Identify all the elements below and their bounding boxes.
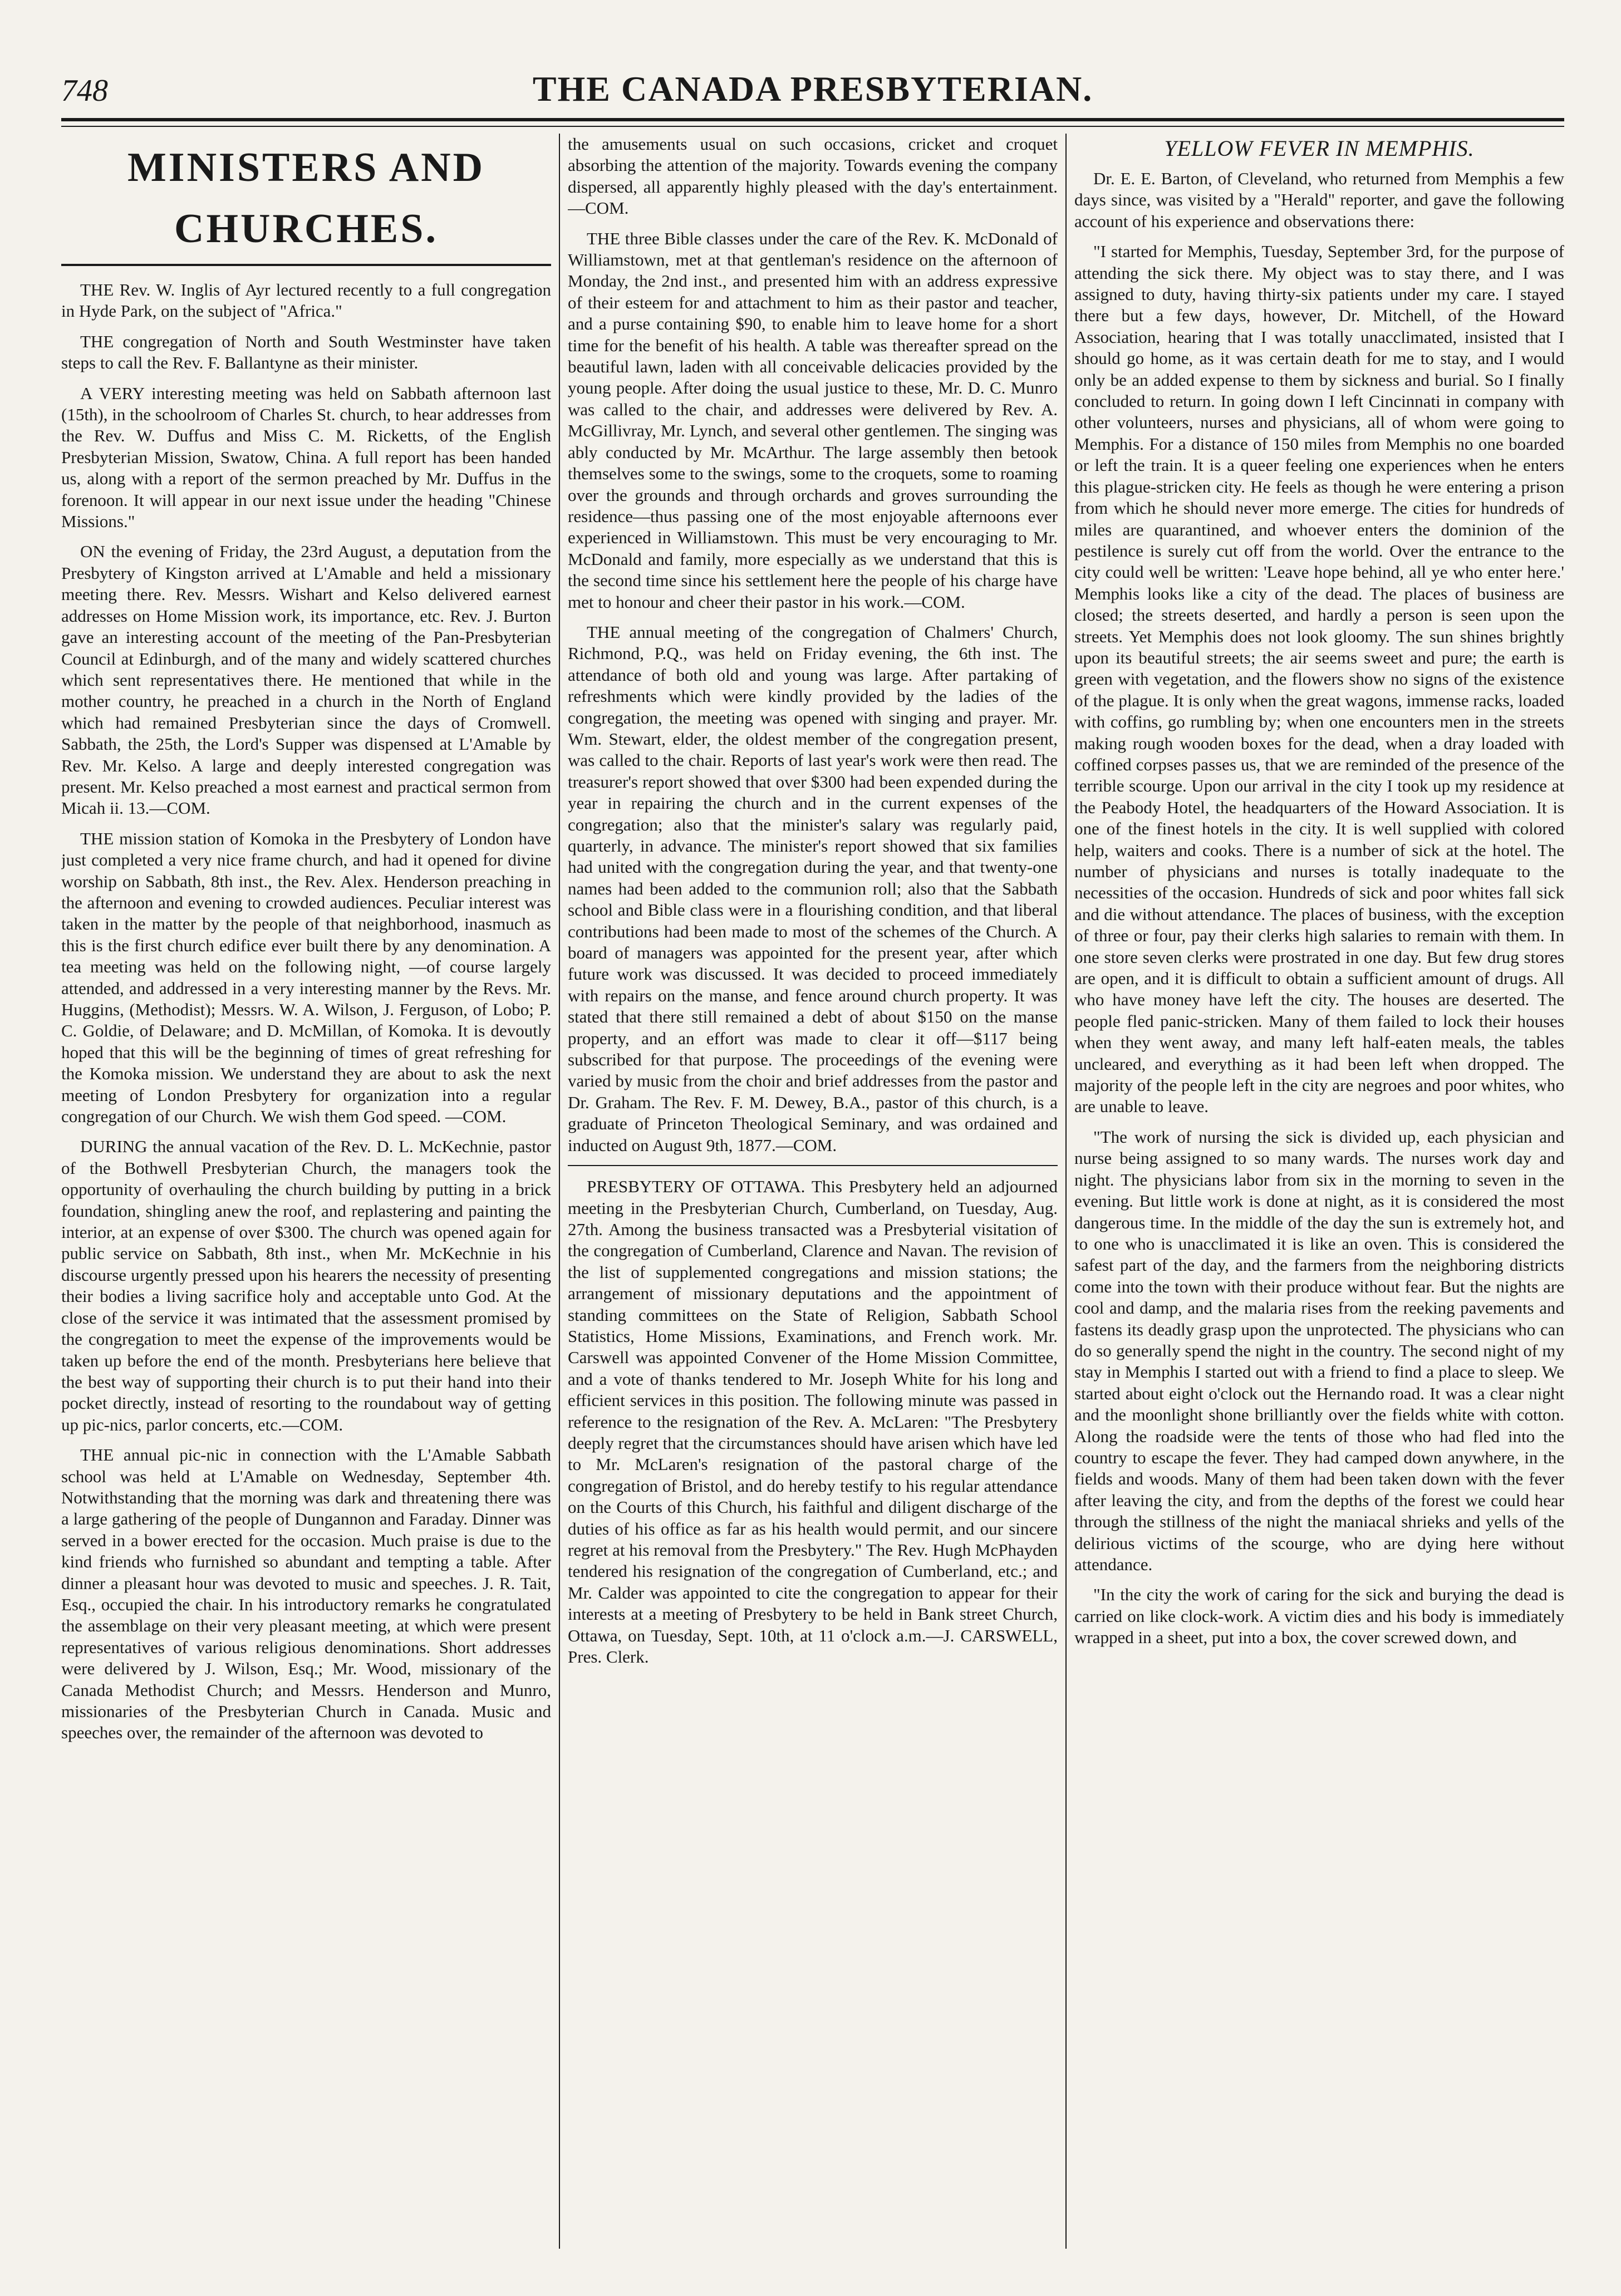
column-1 <box>61 134 551 2254</box>
column-divider <box>559 134 560 2249</box>
article-paragraph: THE annual meeting of the congregation of Chalmers' Church, Richmond, P.Q., was held on Friday evening, the 6th inst. The attendance of both old and young was large. After partaking of refreshments which were kindly provided by the ladies of the congregation, the meeting was opened with singing and prayer. Mr. Wm. Stewart, elder, the oldest member of the congregation present, was called to the chair. Reports of last year's work were then read. The treasurer's report showed that over $300 had been expended during the year in repairing the church and in the current expenses of the congregation; also that the minister's salary was regularly paid, quarterly, in advance. The minister's report showed that six families had united with the congregation during the year, and that twenty-one names had been added to the communion roll; also that the Sabbath school and Bible class were in a flourishing condition, and that liberal contributions had been made to most of the schemes of the Church. A board of managers was appointed for the present year, after which future work was discussed. It was decided to proceed immediately with repairs on the manse, and fence around church property. It was stated that there still remained a debt of about $150 on the manse property, and an effort was made to clear it off—$117 being subscribed for that purpose. The proceedings of the evening were varied by music from the choir and brief addresses from the pastor and Dr. Graham. The Rev. F. M. Dewey, B.A., pastor of this church, is a graduate of Princeton Theological Seminary, and was ordained and inducted on August 9th, 1877.—COM. <box>568 622 1058 1155</box>
section-title: MINISTERS AND CHURCHES. <box>127 145 485 252</box>
article-paragraph: THE mission station of Komoka in the Presbytery of London have just completed a very nice frame church, and had it opened for divine worship on Sabbath, 8th inst., the Rev. Alex. Henderson preaching in the afternoon and evening to crowded audiences. Peculiar interest was taken in the matter by the people of that neighborhood, inasmuch as this is the first church edifice ever built there by any denomination. A tea meeting was held on the following night, —of course largely attended, and addressed in a very interesting manner by the Revs. Mr. Huggins, (Methodist); Messrs. W. A. Wilson, J. Ferguson, of Lobo; P. C. Goldie, of Delaware; and D. McMillan, of Komoka. It is devoutly hoped that this will be the beginning of times of great refreshing for the Komoka mission. We understand they are about to ask the next meeting of London Presbytery for organization into a regular congregation of our Church. We wish them God speed. —COM. <box>61 828 551 1127</box>
article-paragraph: Dr. E. E. Barton, of Cleveland, who returned from Memphis a few days since, was visited by a "Herald" reporter, and gave the following account of his experience and observations there: <box>1074 169 1564 231</box>
article-paragraph: THE Rev. W. Inglis of Ayr lectured recently to a full congregation in Hyde Park, on the subject of "Africa." <box>61 280 551 321</box>
article-paragraph: PRESBYTERY OF OTTAWA. This Presbytery held an adjourned meeting in the Presbyterian Church, Cumberland, on Tuesday, Aug. 27th. Among the business transacted was a Presbyterial visitation of the congregation of Cumberland, Clarence and Navan. The revision of the list of supplemented congregations and mission stations; the arrangement of missionary deputations and the appointment of standing committees on the State of Religion, Sabbath School Statistics, Home Missions, Examinations, and French work. Mr. Carswell was appointed Convener of the Home Mission Committee, and a vote of thanks tendered to Mr. Joseph White for his long and efficient services in this position. The following minute was passed in reference to the resignation of the Rev. A. McLaren: "The Presbytery deeply regret that the circumstances should have arisen which have led to Mr. McLaren's resignation of the pastoral charge of the congregation of Bristol, and do hereby testify to his regular attendance on the Courts of this Church, his faithful and diligent discharge of the duties of his office as far as his health would permit, and our sincere regret at his removal from the Presbytery." The Rev. Hugh McPhayden tendered his resignation of the congregation of Cumberland, etc.; and Mr. Calder was appointed to cite the congregation to appear for their interests at a meeting of Presbytery to be held in Bank street Church, Ottawa, on Tuesday, Sept. 10th, at 11 o'clock a.m.—J. CARSWELL, Pres. Clerk. <box>568 1177 1058 1667</box>
article-title: YELLOW FEVER IN MEMPHIS. <box>1164 136 1475 161</box>
article-paragraph: "The work of nursing the sick is divided up, each physician and nurse being assigned to so many wards. The nurses work day and night. The physicians labor from six in the morning to seven in the evening. But little work is done at night, as it is considered the most dangerous time. In the middle of the day the sun is extremely hot, and to one who is unacclimated it is like an oven. This is considered the safest part of the day, and the farmers from the neighboring districts come into the town with their produce without fear. But the nights are cool and damp, and the malaria rises from the reeking pavements and fastens its deadly grasp upon the unprotected. The physicians who can do so generally spend the night in the country. The second night of my stay in Memphis I started out with a friend to find a place to sleep. We started about eight o'clock out the Hernando road. It was a clear night and the moonlight shone brilliantly over the fields white with cotton. Along the roadside were the tents of those who had fled into the country to escape the fever. They had camped down anywhere, in the fields and woods. Many of them had been taken down with the fever after leaving the city, and from the depths of the forest we could hear through the stillness of the night the maniacal shrieks and yells of the delirious victims of the scourge, who are dying here without attendance. <box>1074 1127 1564 1574</box>
article-paragraph: THE three Bible classes under the care of the Rev. K. McDonald of Williamstown, met at that gentleman's residence on the afternoon of Monday, the 2nd inst., and presented him with an address expressive of their esteem for and attachment to him as their pastor and teacher, and a purse containing $90, to enable him to leave home for a short time for the benefit of his health. A table was thereafter spread on the beautiful lawn, laden with all conceivable delicacies provided by the young people. After doing the usual justice to these, Mr. D. C. Munro was called to the chair, and addresses were delivered by Rev. A. McGillivray, Mr. Lynch, and several other gentlemen. The singing was ably conducted by Mr. McArthur. The large assembly then betook themselves some to the swings, some to the croquets, some to roaming over the grounds and through orchards and groves surrounding the residence—thus passing one of the most enjoyable afternoons ever experienced in Williamstown. This must be very encouraging to Mr. McDonald and family, more especially as we understand that this is the second time since his settlement here the people of his charge have met to honour and cheer their pastor in his work.—COM. <box>568 228 1058 612</box>
article-paragraph: THE annual pic-nic in connection with the L'Amable Sabbath school was held at L'Amable on Wednesday, September 4th. Notwithstanding that the morning was dark and threatening there was a large gathering of the people of Dungannon and Faraday. Dinner was served in a bower erected for the occasion. Much praise is due to the kind friends who furnished so abundant and tempting a table. After dinner a pleasant hour was devoted to music and speeches. J. R. Tait, Esq., occupied the chair. In his introductory remarks he congratulated the assemblage on their very pleasant meeting, at which were present representatives of various religious denominations. Short addresses were delivered by J. Wilson, Esq.; Mr. Wood, missionary of the Canada Methodist Church; and Messrs. Henderson and Munro, missionaries of the Presbyterian Church in Canada. Music and speeches over, the remainder of the afternoon was devoted to <box>61 1445 551 1743</box>
column-2 <box>568 134 1058 2254</box>
article-paragraph: DURING the annual vacation of the Rev. D. L. McKechnie, pastor of the Bothwell Presbyterian Church, the managers took the opportunity of overhauling the church building by putting in a brick foundation, shingling anew the roof, and replastering and painting the interior, at an expense of over $300. The church was opened again for public service on Sabbath, 8th inst., when Mr. McKechnie in his discourse urgently pressed upon his hearers the necessity of presenting their bodies a living sacrifice holy and acceptable unto God. At the close of the service it was intimated that the assessment promised by the congregation to meet the expense of the improvements would be taken up before the end of the month. Presbyterians here believe that the best way of supporting their church is to put their hand into their pocket directly, instead of resorting to the roundabout way of getting up pic-nics, parlor concerts, etc.—COM. <box>61 1137 551 1434</box>
article-paragraph: "I started for Memphis, Tuesday, September 3rd, for the purpose of attending the sick there. My object was to stay there, and I was assigned to duty, having thirty-six patients under my care. I stayed there but a few days, however, Dr. Mitchell, of the Howard Association, hearing that I was totally unacclimated, insisted that I should go home, as it was certain death for me to stay, and I would only be an added expense to them by sickness and burial. So I finally concluded to return. In going down I left Cincinnati in company with other volunteers, nurses and physicians, all of whom were going to Memphis. For a distance of 150 miles from Memphis no one boarded or left the train. It is a queer feeling one experiences when he enters this plague-stricken city. He feels as though he were entering a prison from which he should never more emerge. The cities for hundreds of miles are quarantined, and whoever enters the dominion of the pestilence is surely cut off from the world. Over the entrance to the city could well be written: 'Leave hope behind, all ye who enter here.' Memphis looks like a city of the dead. The places of business are closed; the streets deserted, and hardly a person is seen upon the streets. Yet Memphis does not look gloomy. The sun shines brightly upon its beautiful streets; the air seems sweet and pure; the earth is green with vegetation, and the flowers show no signs of the existence of the plague. It is only when the great wagons, immense racks, loaded with coffins, go rumbling by; when one encounters men in the streets making rough wooden boxes for the dead, when a dray loaded with coffined corpses passes us, that we are reminded of the presence of the terrible scourge. Upon our arrival in the city I took up my residence at the Peabody Hotel, the headquarters of the Howard Association. It is one of the finest hotels in the city. It is well supplied with colored help, waiters and cooks. There is a number of sick at the hotel. The number of physicians and nurses is totally inadequate to the necessities of the occasion. Hundreds of sick and poor whites fall sick and die without attendance. The places of business, with the exception of three or four, pay their clerks high salaries to remain with them. In one store seven clerks were prostrated in one day. But few drug stores are open, and it is difficult to obtain a sufficient amount of drugs. All who have money have left the city. The houses are deserted. The people fled panic-stricken. Many of them failed to lock their houses when they went away, and many left half-eaten meals, the tables uncleared, and everything as it had been left when dropped. The majority of the people left in the city are negroes and poor whites, who are unable to leave. <box>1074 242 1564 1117</box>
article-paragraph: "In the city the work of caring for the sick and burying the dead is carried on like clock-work. A victim dies and his body is immediately wrapped in a sheet, put into a box, the cover screwed down, and <box>1074 1585 1564 1648</box>
page-header <box>61 67 1564 117</box>
article-paragraph: THE congregation of North and South Westminster have taken steps to call the Rev. F. Ballantyne as their minister. <box>61 331 551 373</box>
header-rule <box>61 118 1564 121</box>
section-rule <box>61 264 551 266</box>
article-paragraph: the amusements usual on such occasions, cricket and croquet absorbing the attention of the majority. Towards evening the company dispersed, all apparently highly pleased with the day's entertainment.—COM. <box>568 134 1058 218</box>
column-3 <box>1074 134 1564 2254</box>
article-separator <box>568 1165 1058 1166</box>
article-paragraph: A VERY interesting meeting was held on Sabbath afternoon last (15th), in the schoolroom of Charles St. church, to hear addresses from the Rev. W. Duffus and Miss C. M. Ricketts, of the English Presbyterian Mission, Swatow, China. A full report has been handed us, along with a report of the sermon preached by Mr. Duffus in the forenoon. It will appear in our next issue under the heading "Chinese Missions." <box>61 383 551 532</box>
header-rule-thin <box>61 126 1564 127</box>
masthead-title: THE CANADA PRESBYTERIAN. <box>532 69 1093 109</box>
page-number: 748 <box>61 73 108 108</box>
article-paragraph: ON the evening of Friday, the 23rd August, a deputation from the Presbytery of Kingston arrived at L'Amable and held a missionary meeting there. Rev. Messrs. Wishart and Kelso delivered earnest addresses on Home Mission work, its importance, etc. Rev. J. Burton gave an interesting account of the meeting of the Pan-Presbyterian Council at Edinburgh, and of the many and widely scattered churches which sent representatives there. He mentioned that while in the mother country, he preached in a church in the North of England which had remained Presbyterian since the days of Cromwell. Sabbath, the 25th, the Lord's Supper was dispensed at L'Amable by Rev. Mr. Kelso. A large and deeply interested congregation was present. Mr. Kelso preached a most earnest and practical sermon from Micah ii. 13.—COM. <box>61 542 551 818</box>
column-divider <box>1065 134 1067 2249</box>
